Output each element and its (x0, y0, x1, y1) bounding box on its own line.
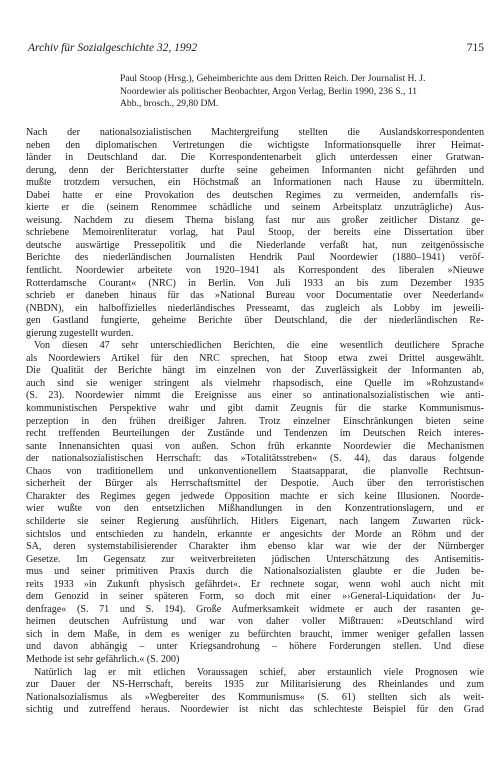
text-line: auch sind sie weniger stringent als vielmehr rhapsodisch, eine Quelle im »Rohzustand« (26, 377, 484, 389)
text-line: derung, denn der Berichterstatter durfte seine geheimen Informanten nicht gefährden und (26, 164, 484, 176)
text-line: Dabei hatte er eine Provokation des deutschen Regimes zu vermeiden, andernfalls ris- (26, 189, 484, 201)
text-line: perzeption in den frühen dreißiger Jahren. Trotz einzelner Einschränkungen bieten seine (26, 415, 484, 427)
text-line: Natürlich lag er mit etlichen Voraussagen schief, aber erstaunlich viele Prognosen wie (34, 666, 484, 678)
text-line: Charakter des Regimes gegen jedwede Opposition machte er sich keine Illusionen. Noorde- (26, 490, 484, 502)
text-line: (S. 23). Noordewier nimmt die Ereignisse aus einer so antinationalsozialistischen wie anti- (26, 390, 484, 402)
text-line: Gesetze. Im Gegensatz zur weitverbreiteten jüdischen Unterschätzung des Antisemitis- (26, 553, 484, 565)
review-body (26, 127, 484, 717)
body-paragraph (26, 127, 484, 340)
text-line: Nationalsozialismus als »Wegbereiter des Kommunismus« (S. 61) stellten sich als weit- (26, 691, 484, 703)
text-line: Von diesen 47 sehr unterschiedlichen Berichten, die eine wesentlich deutlichere Sprache (34, 340, 484, 352)
text-line: schrieb er daneben hinaus für das »National Bureau voor Documentatie over Neederland« (26, 290, 484, 302)
text-line: Die Qualität der Berichte hängt im einzelnen von der Zuverlässigkeit der Informanten ab, (26, 365, 484, 377)
text-line: mus und seiner primitiven Praxis durch die Nationalsozialisten glaubte er die Juden be- (26, 566, 484, 578)
text-line: Methode ist sehr gefährlich.« (S. 200) (26, 653, 180, 665)
text-line: denfrage« (S. 71 und S. 194). Große Aufmerksamkeit widmete er auch der rasanten ge- (26, 603, 484, 615)
text-line: Nach der nationalsozialistischen Machtergreifung stellten die Auslandskorrespondenten (26, 127, 484, 138)
text-line: Rotterdamsche Courant« (NRC) in Berlin. Von Juli 1933 an bis zum Dezember 1935 (26, 277, 484, 289)
review-bibliographic-header (120, 73, 480, 111)
text-line: und davon abhängig – unter Kriegsandrohung – höhere Forderungen stellen. Und diese (26, 641, 484, 653)
running-head (26, 40, 484, 56)
journal-title: Archiv für Sozialgeschichte 32, 1992 (28, 42, 198, 54)
body-paragraph (26, 340, 484, 666)
text-line: fentlicht. Noordewier arbeitete von 1920–1941 als Korrespondent des liberalen »Nieuwe (26, 265, 484, 277)
review-header-line: Abb., brosch., 29,80 DM. (120, 98, 219, 110)
text-line: schilderte sie seiner Regierung ausführlich. Hitlers Eigenart, nach langem Zuwarten rück- (26, 515, 484, 527)
text-line: sante Innenansichten quasi von außen. Schon früh erkannte Noordewier die Mechanismen (26, 440, 484, 452)
text-line: sicherheit der Bürger als Herrschaftsmittel der Despotie. Auch über den terroristischen (26, 478, 484, 490)
text-line: sichtslos und entschieden zu handeln, erkannte er angesichts der Morde an Röhm und der (26, 528, 484, 540)
page-number: 715 (466, 42, 484, 54)
text-line: Chaos von traditionellem und unkonventionellem Staatsapparat, die planvolle Rechtsun- (26, 465, 484, 477)
text-line: mußte trotzdem versuchen, ein Höchstmaß an Informationen nach Hause zu übermitteln. (26, 177, 484, 189)
body-paragraph (26, 667, 484, 717)
text-line: dem Genozid in seiner späteren Form, so doch mit einer »›General-Liquidation‹ der Ju- (26, 591, 484, 603)
journal-page (26, 0, 484, 765)
text-line: gen Gastland fungierte, geheime Berichte über Deutschland, die der niederländischen Re- (26, 315, 484, 327)
text-line: Berichte des niederländischen Journalisten Hendrik Paul Noordewier (1880–1941) veröf- (26, 252, 484, 264)
text-line: neben den diplomatischen Vertretungen die wichtigste Informationsquelle ihrer Heimat- (26, 139, 484, 151)
text-line: SA, deren systemstabilisierender Charakter ihm ebenso klar war wie der der Nürnberger (26, 541, 484, 553)
text-line: reits 1933 »in Zukunft physisch gefährdet«. Er rechnete sogar, wenn wohl auch nicht mit (26, 578, 484, 590)
text-line: zur Dauer der NS-Herrschaft, bereits 1935 zur Militarisierung des Rheinlandes und zum (26, 679, 484, 691)
text-line: sichtig und zutreffend heraus. Noordewier ist nicht das schlechteste Beispiel für den Grad (26, 704, 484, 716)
text-line: der nationalsozialistischen Herrschaft: das »Totalitätsstreben« (S. 44), das daraus folgende (26, 453, 484, 465)
text-line: schriebene Memoirenliteratur vorlag, hat Paul Stoop, der bereits eine Dissertation über (26, 227, 484, 239)
text-line: kierte er die (seinem Renommee schädliche und seinem Arbeitsplatz unzuträgliche) Aus- (26, 202, 484, 214)
review-header-line: Noordewier als politischer Beobachter, Argon Verlag, Berlin 1990, 236 S., 11 (120, 85, 418, 97)
review-header-line: Paul Stoop (Hrsg.), Geheimberichte aus dem Dritten Reich. Der Journalist H. J. (120, 73, 426, 84)
text-line: kommunistischen Perspektive wahr und gibt damit Zeugnis für die starke Kommunismus- (26, 403, 484, 415)
text-line: wier wußte von den entsetzlichen Mißhandlungen in den Konzentrationslagern, und er (26, 503, 484, 515)
text-line: sich in dem Maße, in dem es weniger zu befürchten braucht, immer weniger gefallen lassen (26, 628, 484, 640)
text-line: weisung. Nachdem zu diesem Thema bislang fast nur aus großer zeitlicher Distanz ge- (26, 214, 484, 226)
text-line: heimen deutschen Aufrüstung und war von daher voller Mißtrauen: »Deutschland wird (26, 616, 484, 628)
text-line: gierung zugestellt wurden. (26, 327, 134, 339)
text-line: (NBDN), ein halboffizielles niederländisches Presseamt, das zugleich als Lobby im jeweili- (26, 302, 484, 314)
text-line: länder in Deutschland dar. Die Korrespondentenarbeit glich unterdessen einer Gratwan- (26, 152, 484, 164)
text-line: als Noordewiers Artikel für den NRC sprechen, hat Stoop etwa zwei Drittel ausgewählt. (26, 352, 484, 364)
text-line: deutsche auswärtige Pressepolitik und die Niederlande verfaßt hat, nun zeitgenössische (26, 239, 484, 251)
text-line: recht treffenden Beurteilungen der Zustände und Tendenzen im Deutschen Reich interes- (26, 428, 484, 440)
